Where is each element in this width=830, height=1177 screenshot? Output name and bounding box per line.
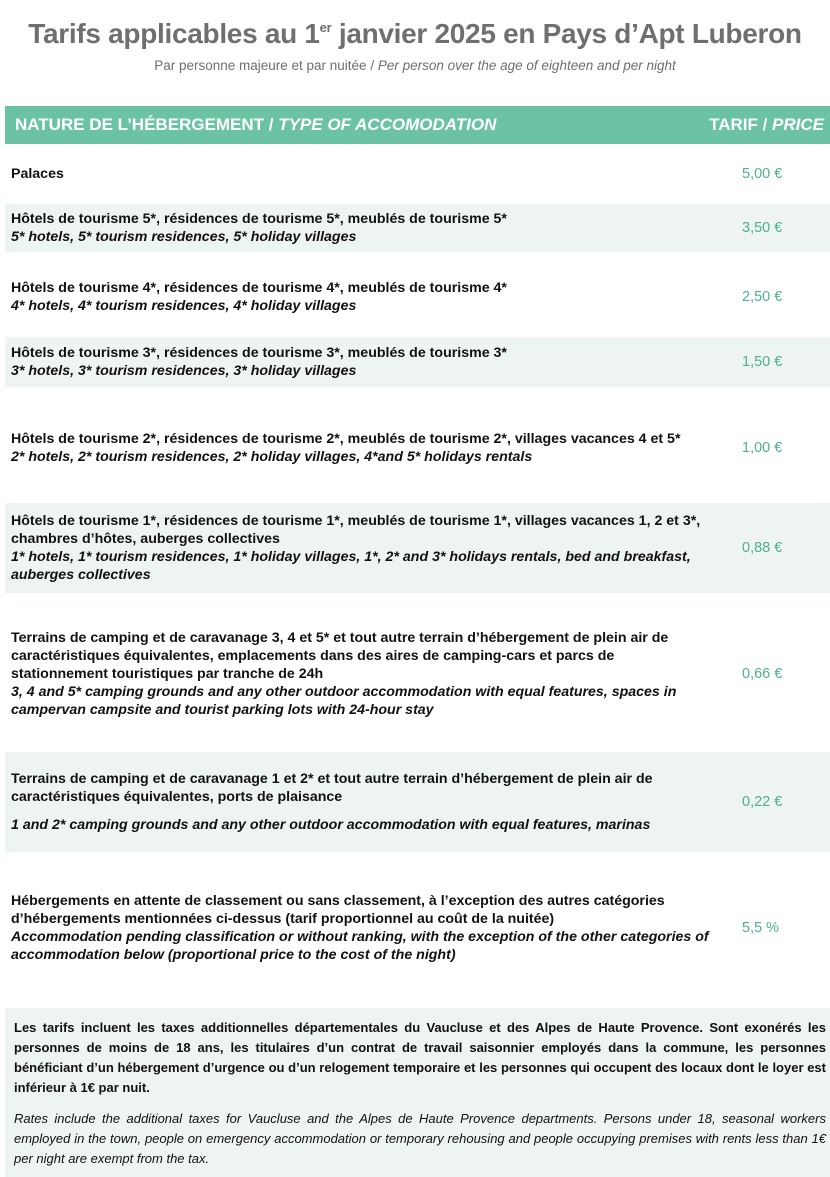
table-row bbox=[5, 752, 830, 852]
row-price: 0,66 € bbox=[742, 666, 783, 682]
row-label-en: 5* hotels, 5* tourism residences, 5* holiday villages bbox=[11, 229, 357, 245]
row-label-fr: Hôtels de tourisme 3*, résidences de tourisme 3*, meublés de tourisme 3* bbox=[11, 345, 507, 361]
row-label-fr: Terrains de camping et de caravanage 1 et 2* et tout autre terrain d’hébergement de plein air de caractéristiques équivalentes, ports de plaisance bbox=[11, 771, 653, 805]
row-description bbox=[5, 892, 711, 964]
row-label-fr: Palaces bbox=[11, 166, 64, 182]
row-price: 1,50 € bbox=[742, 354, 783, 370]
title-main: Tarifs applicables au 1 bbox=[28, 18, 320, 49]
header-price-column bbox=[709, 115, 824, 135]
header-price-fr: TARIF / bbox=[709, 115, 773, 134]
table-row bbox=[5, 204, 830, 252]
footnotes bbox=[5, 1008, 830, 1177]
row-label-fr: Hôtels de tourisme 2*, résidences de tourisme 2*, meublés de tourisme 2*, villages vacances 4 et 5* bbox=[11, 431, 681, 447]
subtitle-fr: Par personne majeure et par nuitée / bbox=[154, 58, 378, 73]
row-description bbox=[5, 430, 711, 466]
table-row bbox=[5, 503, 830, 593]
row-label-en: 1 and 2* camping grounds and any other outdoor accommodation with equal features, marinas bbox=[11, 817, 651, 833]
row-label-fr: Hébergements en attente de classement ou sans classement, à l’exception des autres catégories d’hébergements mentionnées ci-dessus (tarif proportionnel au coût de la nuitée) bbox=[11, 893, 665, 927]
header-type-fr: NATURE DE L’HÉBERGEMENT / bbox=[15, 115, 279, 134]
row-label-fr: Hôtels de tourisme 4*, résidences de tourisme 4*, meublés de tourisme 4* bbox=[11, 280, 507, 296]
row-price: 5,5 % bbox=[742, 920, 780, 936]
row-price: 1,00 € bbox=[742, 440, 783, 456]
row-description bbox=[5, 344, 711, 380]
subtitle-en: Per person over the age of eighteen and per night bbox=[377, 58, 676, 73]
header-type-column bbox=[15, 115, 496, 135]
header-type-en: TYPE OF ACCOMODATION bbox=[278, 115, 497, 134]
row-price: 5,00 € bbox=[742, 166, 783, 182]
row-price: 0,22 € bbox=[742, 794, 783, 810]
row-description bbox=[5, 512, 711, 584]
row-price: 2,50 € bbox=[742, 289, 783, 305]
table-row bbox=[5, 337, 830, 387]
row-label-en: 1* hotels, 1* tourism residences, 1* holiday villages, 1*, 2* and 3* holidays rentals, bed and breakfast, auberges collectives bbox=[11, 549, 691, 583]
row-label-fr: Terrains de camping et de caravanage 3, 4 et 5* et tout autre terrain d’hébergement de plein air de caractéristiques équivalentes, emplacements dans des aires de camping-cars et parcs de stationnement touristiques par tranche de 24h bbox=[11, 630, 669, 682]
title-rest: janvier 2025 en Pays d’Apt Luberon bbox=[331, 18, 802, 49]
row-label-fr: Hôtels de tourisme 5*, résidences de tourisme 5*, meublés de tourisme 5* bbox=[11, 211, 507, 227]
table-row bbox=[5, 262, 830, 332]
row-description bbox=[5, 210, 711, 246]
header-price-en: PRICE bbox=[772, 115, 824, 134]
page-subtitle bbox=[0, 58, 830, 73]
title-superscript: er bbox=[319, 20, 332, 35]
row-label-en: Accommodation pending classification or without ranking, with the exception of the other categories of accommodation below (proportional price to the cost of the night) bbox=[11, 929, 709, 963]
table-row bbox=[5, 398, 830, 498]
row-price: 0,88 € bbox=[742, 540, 783, 556]
table-header bbox=[5, 106, 830, 144]
row-label-en: 3* hotels, 3* tourism residences, 3* holiday villages bbox=[11, 363, 357, 379]
row-description bbox=[5, 279, 711, 315]
row-description bbox=[5, 770, 711, 834]
row-label-en: 3, 4 and 5* camping grounds and any other outdoor accommodation with equal features, spaces in campervan campsite and tourist parking lots with 24-hour stay bbox=[11, 684, 677, 718]
row-label-en: 2* hotels, 2* tourism residences, 2* holiday villages, 4*and 5* holidays rentals bbox=[11, 449, 533, 465]
row-description bbox=[5, 165, 711, 183]
table-row bbox=[5, 600, 830, 748]
table-row bbox=[5, 858, 830, 998]
row-label-fr: Hôtels de tourisme 1*, résidences de tourisme 1*, meublés de tourisme 1*, villages vacances 1, 2 et 3*, chambres d’hôtes, auberges collectives bbox=[11, 513, 701, 547]
row-label-en: 4* hotels, 4* tourism residences, 4* holiday villages bbox=[11, 298, 357, 314]
footnote-en: Rates include the additional taxes for Vaucluse and the Alpes de Haute Provence departments. Persons under 18, seasonal workers employed in the town, people on emergency accommodation or temporary rehousing and people occupying premises with rents less than 1€ per night are exempt from the tax. bbox=[14, 1111, 826, 1166]
table-row bbox=[5, 148, 830, 200]
row-price: 3,50 € bbox=[742, 220, 783, 236]
row-description bbox=[5, 629, 711, 719]
footnote-fr: Les tarifs incluent les taxes additionnelles départementales du Vaucluse et des Alpes de Haute Provence. Sont exonérés les personnes de moins de 18 ans, les titulaires d’un contrat de travail saisonnier employés dans la commune, les personnes bénéficiant d’un hébergement d’urgence ou d’un relogement temporaire et les personnes qui occupent des locaux dont le loyer est inférieur à 1€ par nuit. bbox=[14, 1020, 826, 1095]
page-title bbox=[0, 18, 830, 50]
